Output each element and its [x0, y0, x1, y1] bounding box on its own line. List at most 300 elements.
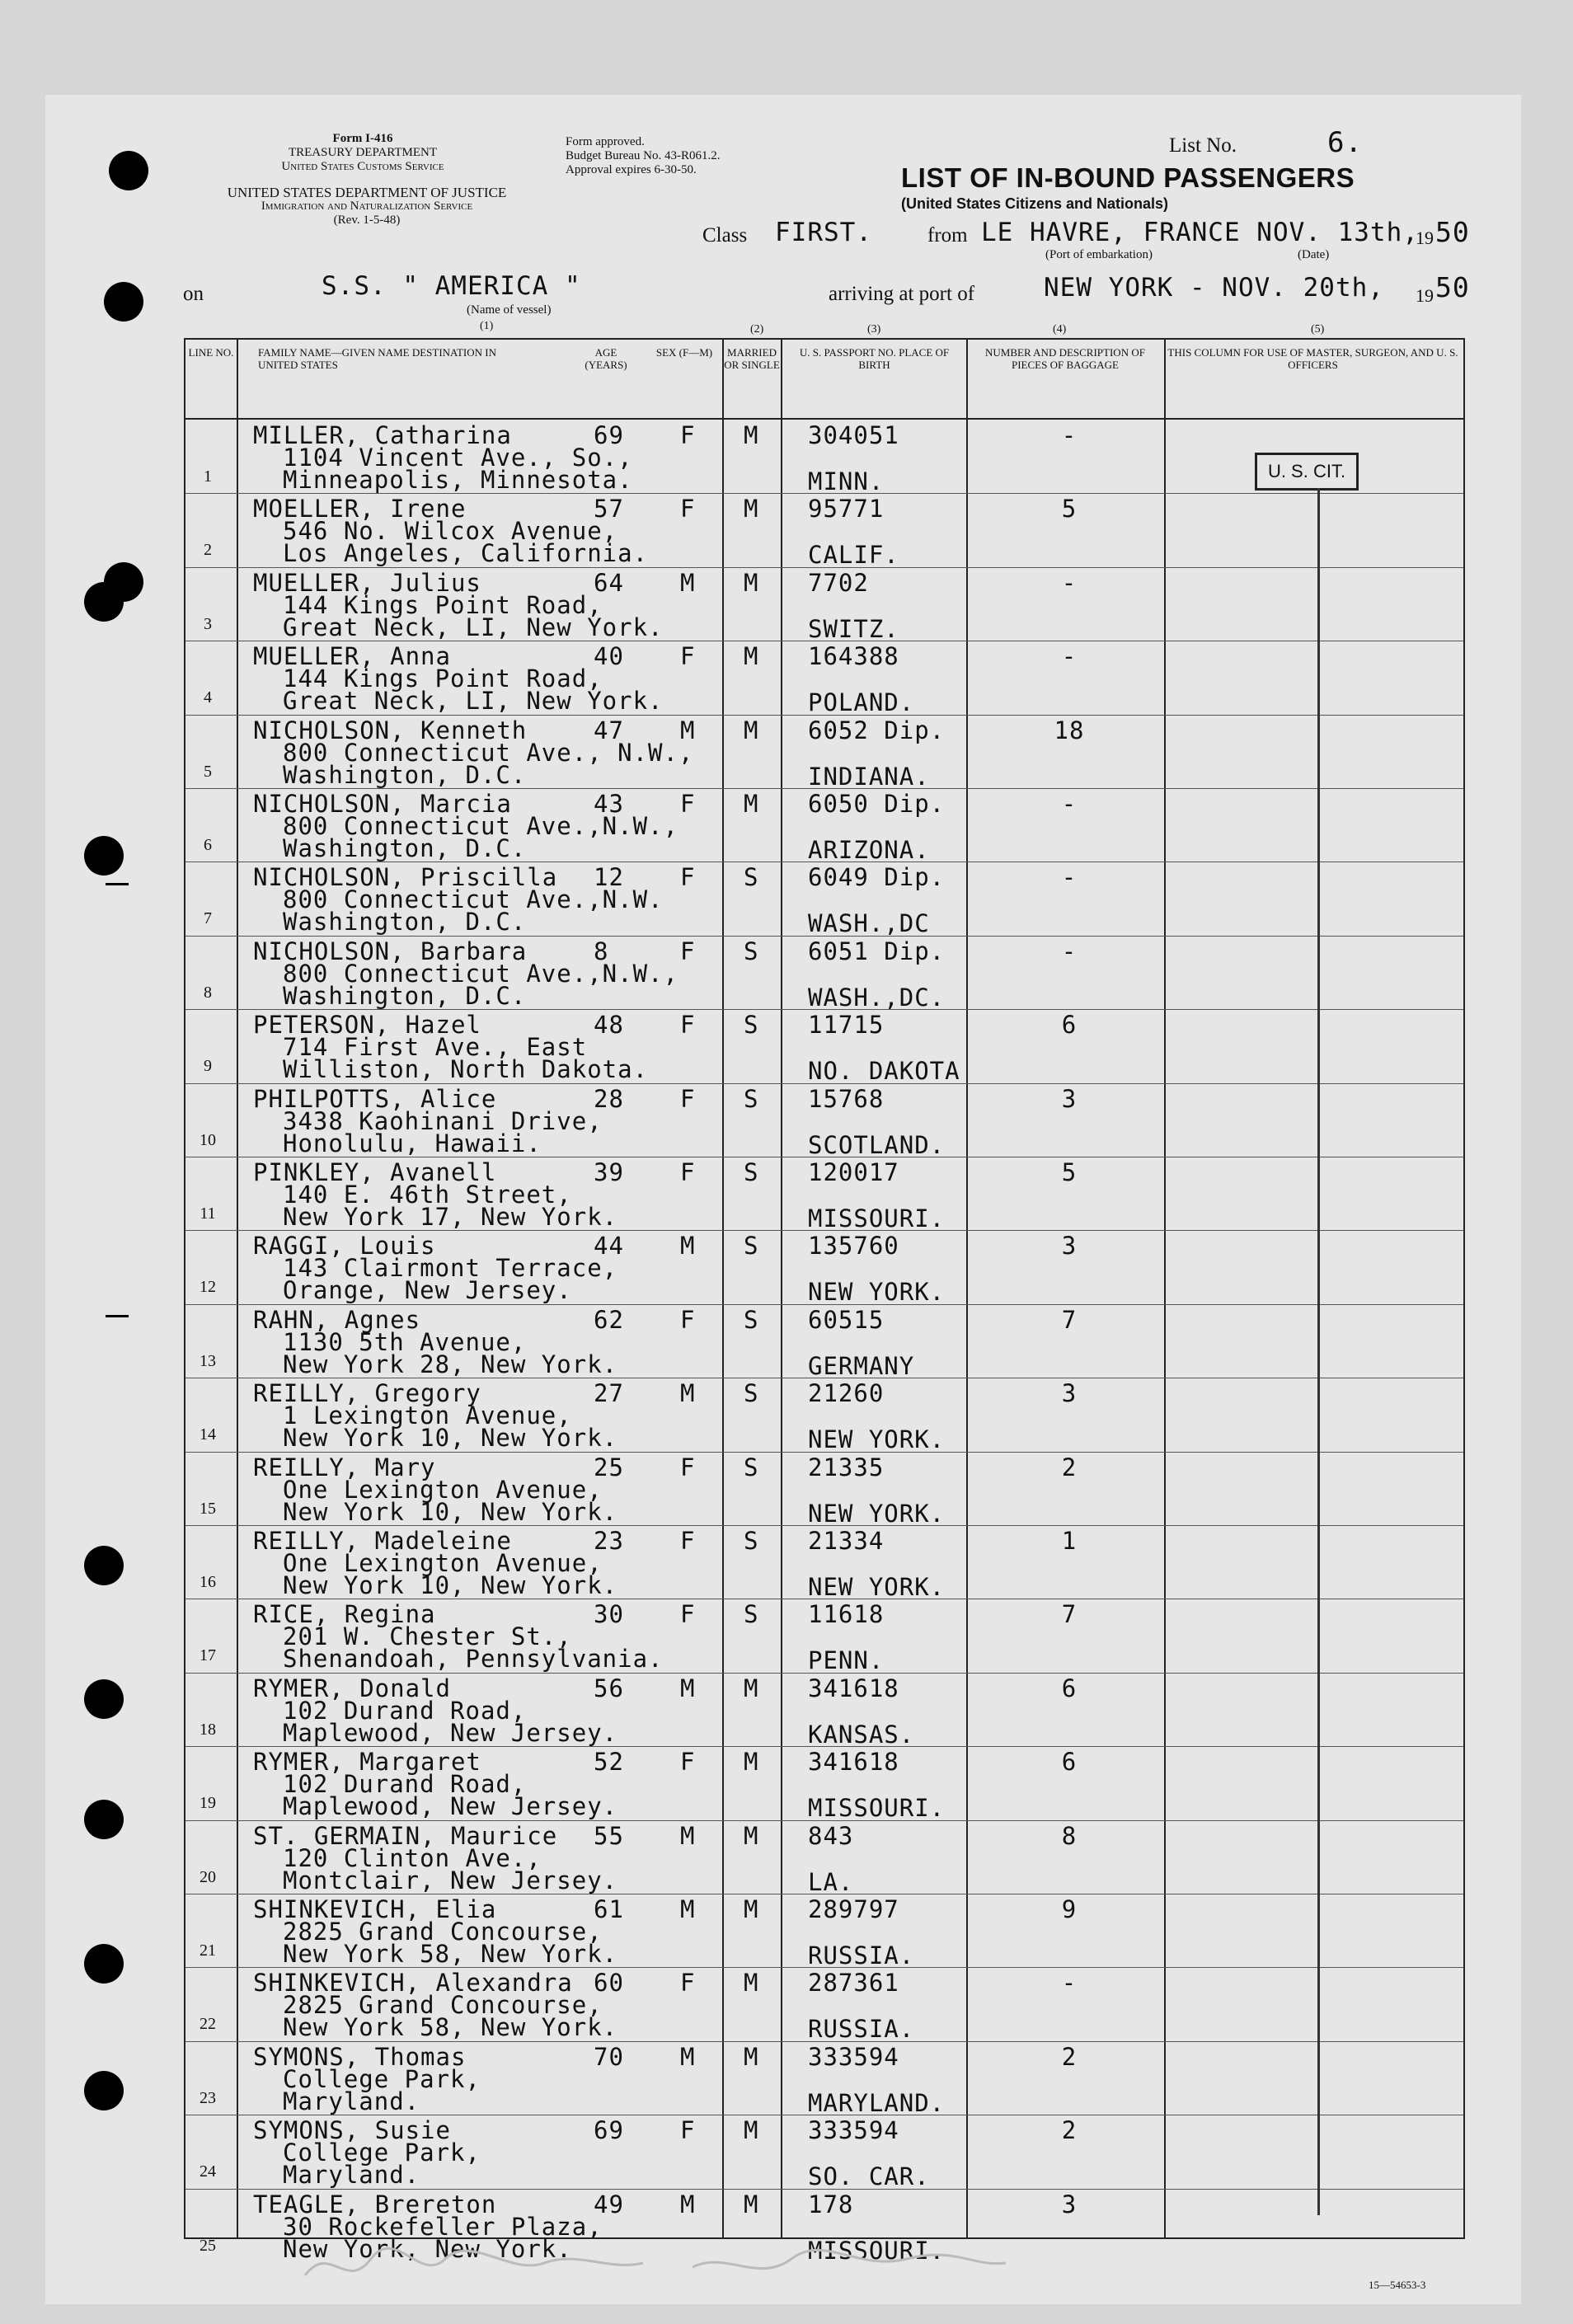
marital-status: S — [744, 1379, 759, 1408]
marital-status: S — [744, 1158, 759, 1186]
passenger-sex: M — [680, 1895, 696, 1923]
table-row — [185, 1746, 1463, 1823]
address-line-2: New York 10, New York. — [283, 1497, 618, 1526]
column-number-2: (2) — [750, 323, 764, 336]
agency-info — [181, 185, 552, 228]
address-line-1: One Lexington Avenue, — [283, 1549, 603, 1577]
column-header-line-no: LINE NO. — [188, 346, 234, 359]
marital-status: M — [744, 2116, 759, 2145]
marital-status: M — [744, 642, 759, 671]
table-row — [185, 1304, 1463, 1378]
address-line-1: 800 Connecticut Ave., N.W., — [283, 738, 694, 767]
marital-status: M — [744, 1821, 759, 1850]
column-header-baggage: NUMBER AND DESCRIPTION OF PIECES OF BAGGAGE — [985, 346, 1145, 371]
baggage-count: 5 — [1061, 1158, 1078, 1186]
arrival-year: 50 — [1435, 271, 1470, 303]
place-of-birth: WASH.,DC. — [808, 983, 946, 1012]
passenger-sex: F — [680, 1084, 696, 1113]
baggage-count: 5 — [1061, 495, 1078, 523]
passenger-sex: F — [680, 642, 696, 671]
passenger-name: NICHOLSON, Kenneth — [253, 716, 528, 744]
passport-number: 843 — [808, 1821, 854, 1850]
passenger-name: SYMONS, Thomas — [253, 2042, 467, 2071]
passenger-sex: F — [680, 1158, 696, 1186]
passenger-name: TEAGLE, Brereton — [253, 2190, 497, 2218]
baggage-count: - — [1061, 937, 1078, 965]
baggage-count: 2 — [1061, 2116, 1078, 2145]
punch-hole — [84, 582, 124, 622]
passenger-age: 57 — [594, 495, 624, 523]
marital-status: S — [744, 1011, 759, 1040]
passenger-name: RAGGI, Louis — [253, 1232, 436, 1261]
passenger-name: ST. GERMAIN, Maurice — [253, 1821, 558, 1850]
passport-number: 95771 — [808, 495, 885, 523]
place-of-birth: SCOTLAND. — [808, 1130, 946, 1159]
marital-status: M — [744, 568, 759, 597]
passenger-age: 61 — [594, 1895, 624, 1923]
marital-status: S — [744, 1232, 759, 1261]
passport-number: 341618 — [808, 1748, 899, 1777]
port-embarkation-caption: (Port of embarkation) — [1045, 248, 1153, 261]
marital-status: S — [744, 1527, 759, 1555]
address-line-1: 2825 Grand Concourse, — [283, 1991, 603, 2020]
line-number: 24 — [200, 2162, 216, 2181]
baggage-count: 6 — [1061, 1748, 1078, 1777]
passport-number: 287361 — [808, 1969, 899, 1998]
place-of-birth: INDIANA. — [808, 762, 930, 791]
passenger-sex: F — [680, 937, 696, 965]
place-of-birth: MINN. — [808, 467, 885, 495]
passport-number: 7702 — [808, 568, 869, 597]
passenger-age: 62 — [594, 1305, 624, 1334]
vessel-caption: (Name of vessel) — [467, 303, 552, 317]
line-number: 11 — [200, 1204, 216, 1223]
ins-label: Immigration and Naturalization Service — [261, 200, 473, 213]
approval-info — [566, 135, 720, 177]
punch-hole — [109, 151, 148, 190]
line-number: 13 — [200, 1351, 216, 1370]
passenger-sex: M — [680, 716, 696, 744]
passenger-name: MILLER, Catharina — [253, 421, 512, 449]
passenger-sex: F — [680, 1748, 696, 1777]
list-number-value: 6. — [1327, 126, 1363, 159]
passport-number: 178 — [808, 2190, 854, 2218]
passport-number: 21334 — [808, 1527, 885, 1555]
place-of-birth: NEW YORK. — [808, 1573, 946, 1601]
address-line-1: 3438 Kaohinani Drive, — [283, 1106, 603, 1135]
passenger-age: 64 — [594, 568, 624, 597]
place-of-birth: ARIZONA. — [808, 836, 930, 864]
marital-status: M — [744, 1969, 759, 1998]
table-row — [185, 862, 1463, 938]
marital-status: S — [744, 1453, 759, 1481]
address-line-1: 144 Kings Point Road, — [283, 664, 603, 693]
table-row — [185, 641, 1463, 717]
line-number: 25 — [200, 2236, 216, 2255]
column-number-4: (4) — [1053, 323, 1067, 336]
passenger-name: RICE, Regina — [253, 1600, 436, 1629]
passenger-sex: F — [680, 863, 696, 892]
passenger-sex: M — [680, 1821, 696, 1850]
passenger-name: REILLY, Madeleine — [253, 1527, 512, 1555]
passport-number: 6052 Dip. — [808, 716, 946, 744]
address-line-1: College Park, — [283, 2139, 481, 2167]
table-row — [185, 1894, 1463, 1970]
form-number: Form I-416 — [332, 132, 393, 145]
address-line-1: One Lexington Avenue, — [283, 1475, 603, 1504]
baggage-count: 2 — [1061, 1453, 1078, 1481]
line-number: 14 — [200, 1425, 216, 1444]
column-number-5: (5) — [1311, 323, 1325, 336]
passenger-sex: M — [680, 2190, 696, 2218]
passport-number: 11715 — [808, 1011, 885, 1040]
place-of-birth: POLAND. — [808, 688, 915, 717]
footer-code: 15—54653-3 — [1369, 2279, 1426, 2291]
passport-number: 164388 — [808, 642, 899, 671]
passenger-sex: F — [680, 1600, 696, 1629]
marital-status: M — [744, 2190, 759, 2218]
table-row — [185, 1009, 1463, 1086]
on-label: on — [183, 283, 204, 305]
line-number: 3 — [204, 614, 212, 633]
table-row — [185, 1967, 1463, 2044]
place-of-birth: NEW YORK. — [808, 1425, 946, 1454]
passenger-name: PHILPOTTS, Alice — [253, 1084, 497, 1113]
place-of-birth: NEW YORK. — [808, 1278, 946, 1307]
passenger-name: NICHOLSON, Marcia — [253, 790, 512, 818]
passport-number: 304051 — [808, 421, 899, 449]
line-number: 12 — [200, 1278, 216, 1297]
punch-hole — [84, 1800, 124, 1839]
address-line-1: 800 Connecticut Ave.,N.W. — [283, 885, 664, 914]
table-row — [185, 715, 1463, 791]
baggage-count: 9 — [1061, 1895, 1078, 1923]
passport-number: 11618 — [808, 1600, 885, 1629]
marital-status: M — [744, 495, 759, 523]
passenger-sex: F — [680, 2116, 696, 2145]
place-of-birth: PENN. — [808, 1646, 885, 1675]
table-row — [185, 1673, 1463, 1749]
passenger-name: PINKLEY, Avanell — [253, 1158, 497, 1186]
marital-status: S — [744, 1305, 759, 1334]
passenger-name: PETERSON, Hazel — [253, 1011, 481, 1040]
address-line-2: Washington, D.C. — [283, 908, 527, 937]
place-of-birth: NEW YORK. — [808, 1499, 946, 1528]
address-line-2: Montclair, New Jersey. — [283, 1866, 618, 1894]
baggage-count: - — [1061, 568, 1078, 597]
passenger-age: 25 — [594, 1453, 624, 1481]
passenger-age: 23 — [594, 1527, 624, 1555]
marital-status: M — [744, 1674, 759, 1702]
punch-hole — [84, 1679, 124, 1719]
page-subtitle: (United States Citizens and Nationals) — [901, 195, 1169, 212]
baggage-count: - — [1061, 642, 1078, 671]
table-row — [185, 493, 1463, 570]
passenger-name: MUELLER, Julius — [253, 568, 481, 597]
passenger-age: 52 — [594, 1748, 624, 1777]
form-info — [247, 132, 478, 174]
column-header-name: FAMILY NAME—GIVEN NAME DESTINATION IN UNITED STATES — [258, 346, 497, 371]
place-of-birth: MISSOURI. — [808, 1794, 946, 1823]
baggage-count: - — [1061, 1969, 1078, 1998]
baggage-count: 7 — [1061, 1600, 1078, 1629]
passport-number: 333594 — [808, 2042, 899, 2071]
line-number: 4 — [204, 688, 212, 707]
punch-hole — [104, 282, 143, 322]
marital-status: S — [744, 863, 759, 892]
place-of-birth: KANSAS. — [808, 1720, 915, 1749]
passenger-sex: F — [680, 1011, 696, 1040]
passenger-age: 40 — [594, 642, 624, 671]
address-line-2: Washington, D.C. — [283, 834, 527, 862]
line-number: 7 — [204, 909, 212, 928]
line-number: 21 — [200, 1941, 216, 1960]
table-row — [185, 1230, 1463, 1307]
baggage-count: 8 — [1061, 1821, 1078, 1850]
address-line-2: New York 17, New York. — [283, 1203, 618, 1231]
baggage-count: 2 — [1061, 2042, 1078, 2071]
table-row — [185, 1083, 1463, 1157]
marital-status: M — [744, 2042, 759, 2071]
place-of-birth: SWITZ. — [808, 614, 899, 643]
passenger-name: RAHN, Agnes — [253, 1305, 421, 1334]
address-line-2: Minneapolis, Minnesota. — [283, 466, 633, 494]
passenger-age: 55 — [594, 1821, 624, 1850]
line-number: 8 — [204, 983, 212, 1002]
passenger-age: 69 — [594, 2116, 624, 2145]
passenger-sex: F — [680, 421, 696, 449]
baggage-count: 3 — [1061, 2190, 1078, 2218]
address-line-2: Washington, D.C. — [283, 981, 527, 1010]
address-line-2: New York 58, New York. — [283, 2013, 618, 2042]
marital-status: M — [744, 1895, 759, 1923]
passenger-age: 69 — [594, 421, 624, 449]
marital-status: M — [744, 716, 759, 744]
marital-status: S — [744, 1600, 759, 1629]
class-value: FIRST. — [775, 218, 872, 247]
line-number: 18 — [200, 1720, 216, 1739]
margin-tick — [106, 1315, 129, 1317]
passenger-age: 56 — [594, 1674, 624, 1702]
passenger-age: 27 — [594, 1379, 624, 1408]
address-line-1: 102 Durand Road, — [283, 1696, 527, 1725]
line-number: 15 — [200, 1499, 216, 1518]
arriving-label: arriving at port of — [829, 283, 975, 305]
line-number: 2 — [204, 541, 212, 560]
stamp-bracket-line — [1317, 488, 1320, 2215]
passenger-sex: M — [680, 1674, 696, 1702]
address-line-1: 30 Rockefeller Plaza, — [283, 2212, 603, 2241]
address-line-2: Maryland. — [283, 2087, 420, 2115]
column-header-married: MARRIED OR SINGLE — [724, 346, 780, 371]
punch-hole — [84, 1944, 124, 1984]
passenger-table — [184, 338, 1465, 2265]
marital-status: S — [744, 937, 759, 965]
vessel-name: S.S. " AMERICA " — [322, 271, 581, 301]
table-row — [185, 1378, 1463, 1454]
place-of-birth: MISSOURI. — [808, 1204, 946, 1232]
address-line-2: New York 28, New York. — [283, 1350, 618, 1378]
passenger-age: 70 — [594, 2042, 624, 2071]
place-of-birth: LA. — [808, 1867, 854, 1896]
passenger-name: SHINKEVICH, Elia — [253, 1895, 497, 1923]
table-row — [185, 2115, 1463, 2191]
line-number: 20 — [200, 1867, 216, 1886]
punch-hole — [84, 836, 124, 876]
passenger-age: 49 — [594, 2190, 624, 2218]
passenger-sex: M — [680, 1232, 696, 1261]
address-line-1: 1130 5th Avenue, — [283, 1327, 527, 1356]
from-value: LE HAVRE, FRANCE NOV. 13th, — [981, 218, 1419, 247]
address-line-2: New York 10, New York. — [283, 1571, 618, 1599]
passenger-age: 43 — [594, 790, 624, 818]
address-line-1: 1 Lexington Avenue, — [283, 1401, 572, 1430]
place-of-birth: CALIF. — [808, 541, 899, 570]
table-row — [185, 1525, 1463, 1599]
marital-status: M — [744, 421, 759, 449]
address-line-1: 800 Connecticut Ave.,N.W., — [283, 959, 679, 988]
place-of-birth: WASH.,DC — [808, 909, 930, 938]
arrival-year-prefix: 19 — [1416, 285, 1434, 306]
place-of-birth: GERMANY — [808, 1351, 915, 1380]
passenger-sex: F — [680, 1453, 696, 1481]
line-number: 1 — [204, 467, 212, 486]
address-line-2: Los Angeles, California. — [283, 539, 649, 568]
table-row — [185, 788, 1463, 862]
baggage-count: 3 — [1061, 1084, 1078, 1113]
date-caption: (Date) — [1298, 248, 1330, 261]
passenger-sex: F — [680, 1969, 696, 1998]
address-line-1: 1104 Vincent Ave., So., — [283, 444, 633, 472]
passenger-name: NICHOLSON, Barbara — [253, 937, 528, 965]
column-header-passport: U. S. PASSPORT NO. PLACE OF BIRTH — [799, 346, 950, 371]
justice-label: UNITED STATES DEPARTMENT OF JUSTICE — [227, 185, 507, 200]
marital-status: M — [744, 790, 759, 818]
address-line-1: 546 No. Wilcox Avenue, — [283, 517, 618, 546]
place-of-birth: RUSSIA. — [808, 2015, 915, 2044]
passenger-name: REILLY, Gregory — [253, 1379, 481, 1408]
place-of-birth: MISSOURI. — [808, 2236, 946, 2265]
passport-number: 333594 — [808, 2116, 899, 2145]
place-of-birth: SO. CAR. — [808, 2162, 930, 2191]
punch-hole — [84, 1546, 124, 1585]
passport-number: 289797 — [808, 1895, 899, 1923]
table-row — [185, 1157, 1463, 1230]
line-number: 6 — [204, 836, 212, 854]
passport-number: 341618 — [808, 1674, 899, 1702]
address-line-1: College Park, — [283, 2064, 481, 2093]
passenger-age: 60 — [594, 1969, 624, 1998]
passenger-age: 47 — [594, 716, 624, 744]
passenger-sex: M — [680, 568, 696, 597]
place-of-birth: RUSSIA. — [808, 1941, 915, 1970]
customs-label: United States Customs Service — [281, 160, 444, 173]
column-header-officers: THIS COLUMN FOR USE OF MASTER, SURGEON, AND U. S. OFFICERS — [1167, 346, 1458, 371]
address-line-2: Maplewood, New Jersey. — [283, 1792, 618, 1821]
address-line-1: 140 E. 46th Street, — [283, 1181, 572, 1209]
baggage-count: 6 — [1061, 1011, 1078, 1040]
us-citizen-stamp: U. S. CIT. — [1255, 453, 1359, 491]
table-row — [185, 936, 1463, 1012]
from-year-prefix: 19 — [1416, 228, 1434, 248]
passport-number: 21260 — [808, 1379, 885, 1408]
passenger-sex: F — [680, 1527, 696, 1555]
passport-number: 135760 — [808, 1232, 899, 1261]
address-line-2: Honolulu, Hawaii. — [283, 1129, 542, 1157]
baggage-count: 18 — [1054, 716, 1085, 744]
address-line-1: 102 Durand Road, — [283, 1770, 527, 1799]
passport-number: 15768 — [808, 1084, 885, 1113]
baggage-count: 7 — [1061, 1305, 1078, 1334]
table-row — [185, 567, 1463, 641]
baggage-count: - — [1061, 790, 1078, 818]
passport-number: 60515 — [808, 1305, 885, 1334]
column-header-sex: SEX (F—M) — [655, 346, 713, 359]
address-line-2: Washington, D.C. — [283, 760, 527, 789]
line-number: 9 — [204, 1057, 212, 1076]
passenger-name: NICHOLSON, Priscilla — [253, 863, 558, 892]
class-label: Class — [702, 224, 748, 246]
line-number: 10 — [200, 1130, 216, 1149]
passenger-age: 48 — [594, 1011, 624, 1040]
baggage-count: - — [1061, 421, 1078, 449]
passport-number: 21335 — [808, 1453, 885, 1481]
approval-line-3: Approval expires 6-30-50. — [566, 163, 697, 176]
place-of-birth: MARYLAND. — [808, 2088, 946, 2117]
punch-hole — [84, 2071, 124, 2110]
address-line-1: 144 Kings Point Road, — [283, 590, 603, 619]
passenger-name: REILLY, Mary — [253, 1453, 436, 1481]
line-number: 17 — [200, 1646, 216, 1665]
address-line-2: Shenandoah, Pennsylvania. — [283, 1645, 664, 1674]
table-row — [185, 1820, 1463, 1894]
passenger-age: 39 — [594, 1158, 624, 1186]
marital-status: S — [744, 1084, 759, 1113]
passport-number: 6051 Dip. — [808, 937, 946, 965]
passenger-age: 30 — [594, 1600, 624, 1629]
address-line-1: 201 W. Chester St., — [283, 1622, 572, 1651]
table-row — [185, 2041, 1463, 2115]
passenger-name: MOELLER, Irene — [253, 495, 467, 523]
address-line-1: 120 Clinton Ave., — [283, 1843, 542, 1872]
passenger-sex: M — [680, 1379, 696, 1408]
line-number: 22 — [200, 2015, 216, 2034]
baggage-count: 3 — [1061, 1379, 1078, 1408]
baggage-count: 1 — [1061, 1527, 1078, 1555]
address-line-1: 714 First Ave., East — [283, 1033, 588, 1062]
revision-label: (Rev. 1-5-48) — [333, 214, 401, 227]
baggage-count: 3 — [1061, 1232, 1078, 1261]
from-year: 50 — [1435, 216, 1470, 248]
line-number: 5 — [204, 762, 212, 781]
passenger-age: 8 — [594, 937, 609, 965]
handwritten-signature — [297, 2226, 1039, 2300]
list-number-label: List No. — [1169, 134, 1237, 157]
address-line-2: Maplewood, New Jersey. — [283, 1718, 618, 1747]
address-line-2: Great Neck, LI, New York. — [283, 613, 664, 641]
passport-number: 6050 Dip. — [808, 790, 946, 818]
passport-number: 6049 Dip. — [808, 863, 946, 892]
arrival-value: NEW YORK - NOV. 20th, — [1044, 273, 1384, 303]
address-line-1: 2825 Grand Concourse, — [283, 1918, 603, 1946]
line-number: 23 — [200, 2088, 216, 2107]
line-number: 16 — [200, 1573, 216, 1591]
passenger-sex: F — [680, 1305, 696, 1334]
passenger-name: RYMER, Margaret — [253, 1748, 481, 1777]
approval-line-2: Budget Bureau No. 43-R061.2. — [566, 149, 721, 162]
passenger-sex: F — [680, 495, 696, 523]
passenger-name: SHINKEVICH, Alexandra — [253, 1969, 573, 1998]
